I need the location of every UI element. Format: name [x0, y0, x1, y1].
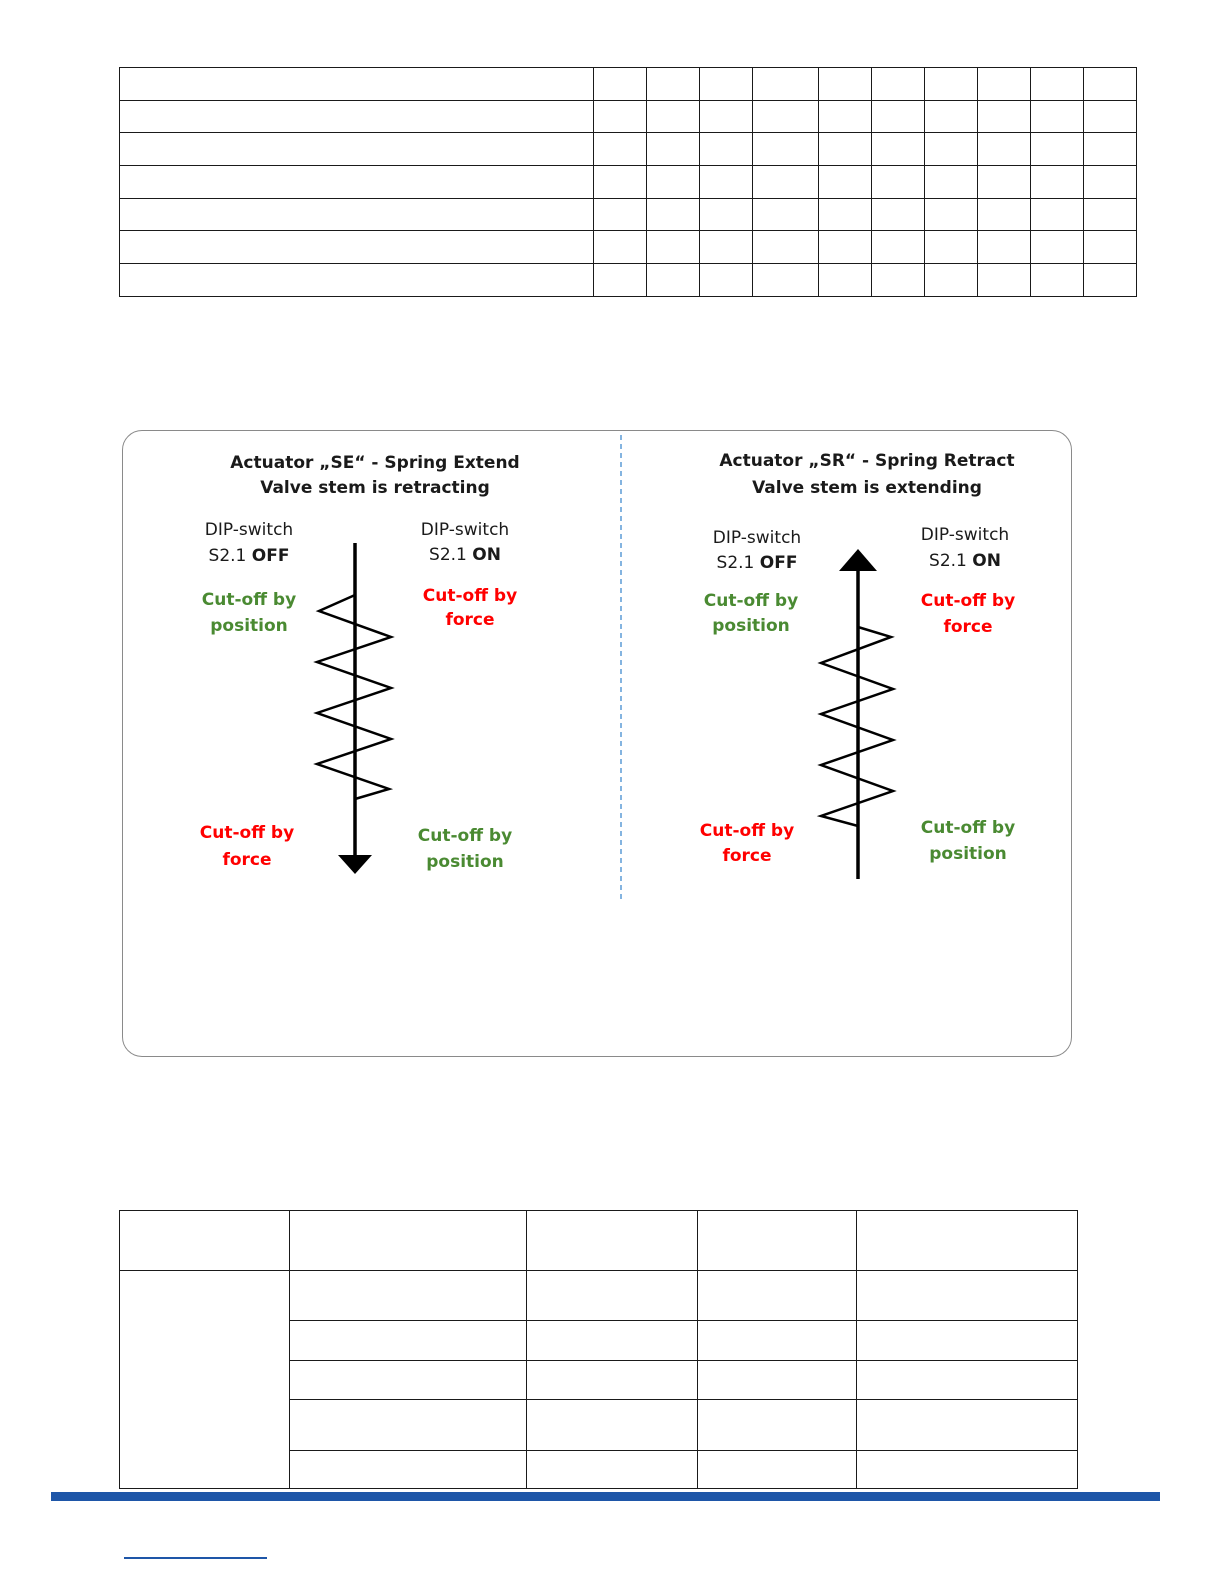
- bottom-table: [119, 1210, 1078, 1489]
- se-bottom-left-cutoff-line1: Cut-off by: [199, 823, 295, 843]
- se-arrow-down-icon: [338, 855, 372, 874]
- table-row: [120, 133, 1137, 166]
- se-top-left-cutoff-line1: Cut-off by: [201, 590, 297, 610]
- sr-bottom-left-cutoff-line2: force: [722, 846, 772, 866]
- se-title-line2: Valve stem is retracting: [260, 478, 490, 498]
- se-top-left-cutoff-line2: position: [210, 616, 288, 636]
- se-bottom-right-cutoff-line2: position: [426, 852, 504, 872]
- sr-bottom-left-cutoff-line1: Cut-off by: [699, 821, 795, 841]
- se-dip-right-label: DIP-switch: [420, 520, 510, 540]
- sr-dip-left-label: DIP-switch: [712, 528, 802, 548]
- top-table: [119, 67, 1137, 297]
- table-row: [120, 166, 1137, 199]
- sr-dip-left-value: S2.1 OFF: [716, 553, 798, 573]
- table-row: [120, 231, 1137, 264]
- table-row: [120, 198, 1137, 231]
- sr-top-right-cutoff-line2: force: [943, 617, 993, 637]
- sr-dip-right-value: S2.1 ON: [929, 551, 1001, 571]
- se-top-right-cutoff-line2: force: [445, 610, 495, 630]
- footer-bar: [51, 1492, 1160, 1501]
- sr-title-line2: Valve stem is extending: [752, 478, 982, 498]
- sr-bottom-right-cutoff-line2: position: [929, 844, 1007, 864]
- actuator-diagram: [122, 430, 1072, 1057]
- sr-arrow-up-icon: [839, 549, 877, 571]
- se-top-right-cutoff-line1: Cut-off by: [422, 586, 518, 606]
- table-row: [120, 100, 1137, 133]
- diagram-canvas: [123, 431, 1073, 1058]
- sr-top-left-cutoff-line1: Cut-off by: [703, 591, 799, 611]
- se-dip-right-value: S2.1 ON: [429, 545, 501, 565]
- se-title-line1: Actuator „SE“ - Spring Extend: [230, 453, 520, 473]
- se-bottom-left-cutoff-line2: force: [222, 850, 272, 870]
- table-row: [120, 264, 1137, 297]
- sr-dip-right-label: DIP-switch: [920, 525, 1010, 545]
- sr-top-right-cutoff-line1: Cut-off by: [920, 591, 1016, 611]
- table-row: [120, 68, 1137, 101]
- table-row: [120, 1271, 1078, 1321]
- table-row: [120, 1211, 1078, 1271]
- sr-top-left-cutoff-line2: position: [712, 616, 790, 636]
- sr-title-line1: Actuator „SR“ - Spring Retract: [719, 451, 1015, 471]
- footer-link-underline[interactable]: [124, 1557, 267, 1559]
- se-dip-left-value: S2.1 OFF: [208, 546, 290, 566]
- se-bottom-right-cutoff-line1: Cut-off by: [417, 826, 513, 846]
- sr-bottom-right-cutoff-line1: Cut-off by: [920, 818, 1016, 838]
- se-dip-left-label: DIP-switch: [204, 520, 294, 540]
